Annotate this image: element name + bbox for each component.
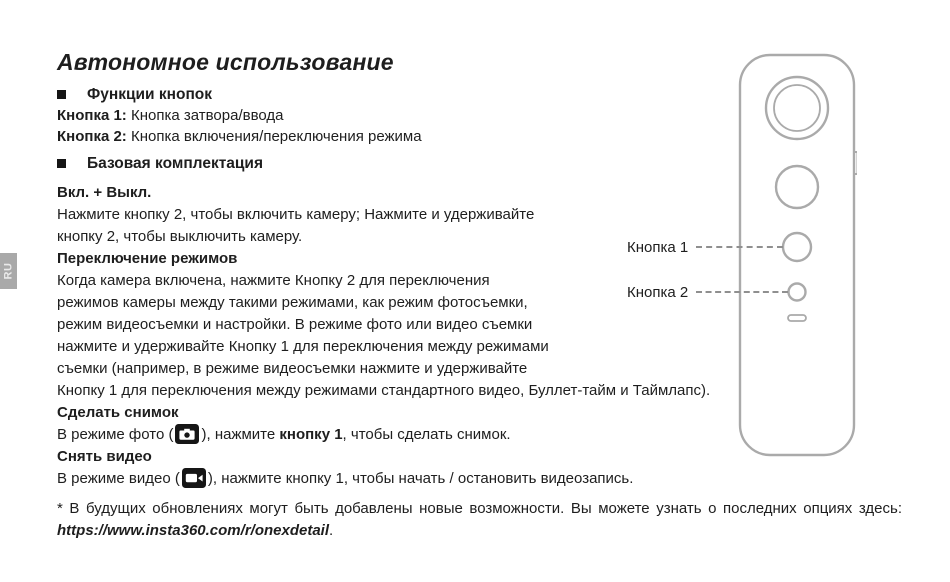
section-basic-kit-label: Базовая комплектация — [87, 155, 264, 172]
section-button-functions-label: Функции кнопок — [87, 86, 213, 103]
camera-outline-drawing — [737, 52, 857, 464]
take-video-text-before: В режиме видео ( — [57, 470, 180, 487]
video-camera-icon — [182, 468, 206, 488]
camera-diagram — [620, 52, 870, 482]
onoff-text-line: кнопку 2, чтобы выключить камеру. — [57, 228, 303, 245]
mode-switch-heading: Переключение режимов — [57, 250, 238, 267]
mode-switch-text-line: режимов камеры между такими режимами, как режим фотосъемки, — [57, 294, 528, 311]
button2-desc: Кнопка включения/переключения режима — [126, 128, 422, 145]
button2-label: Кнопка 2: — [57, 128, 127, 145]
page-title: Автономное использование — [57, 49, 394, 75]
mode-switch-text-line: Когда камера включена, нажмите Кнопку 2 для переключения — [57, 272, 490, 289]
button1-callout-label: Кнопка 1 — [627, 238, 689, 256]
button1-callout — [627, 237, 783, 257]
footnote — [57, 498, 902, 542]
take-photo-text-after: ), нажмите — [201, 426, 280, 443]
footnote-period: . — [329, 522, 334, 539]
mode-switch-text-line: Кнопку 1 для переключения между режимами стандартного видео, Буллет-тайм и Таймлапс). — [57, 382, 711, 399]
square-bullet-icon — [57, 159, 66, 168]
mode-switch-text-line: режим видеосъемки и настройки. В режиме фото или видео съемки — [57, 316, 533, 333]
button1-label: Кнопка 1: — [57, 107, 127, 124]
language-tab — [0, 253, 17, 289]
mode-switch-text-line: съемки (например, в режиме видеосъемки нажмите и удерживайте — [57, 360, 528, 377]
onoff-text-line: Нажмите кнопку 2, чтобы включить камеру; Нажмите и удерживайте — [57, 206, 535, 223]
onoff-heading: Вкл. + Выкл. — [57, 184, 152, 201]
button1-desc: Кнопка затвора/ввода — [126, 107, 284, 124]
take-photo-button1-bold: кнопку 1 — [279, 426, 343, 443]
square-bullet-icon — [57, 90, 66, 99]
button2-callout-label: Кнопка 2 — [627, 283, 689, 301]
insta360-url: https://www.insta360.com/r/onexdetail — [57, 522, 330, 539]
take-photo-text-tail: , чтобы сделать снимок. — [342, 426, 511, 443]
dashed-leader-line — [696, 246, 783, 248]
camera-photo-icon — [175, 424, 199, 444]
dashed-leader-line — [696, 291, 788, 293]
mode-switch-text-line: нажмите и удерживайте Кнопку 1 для переключения между режимами — [57, 338, 549, 355]
take-photo-heading: Сделать снимок — [57, 404, 179, 421]
footnote-text: * В будущих обновлениях могут быть добавлены новые возможности. Вы можете узнать о последних опциях здесь: — [57, 500, 902, 517]
take-photo-text-before: В режиме фото ( — [57, 426, 174, 443]
language-tab-label: RU — [2, 262, 15, 280]
button2-callout — [627, 282, 788, 302]
take-video-heading: Снять видео — [57, 448, 152, 465]
take-video-text-after: ), нажмите кнопку 1, чтобы начать / остановить видеозапись. — [207, 470, 634, 487]
